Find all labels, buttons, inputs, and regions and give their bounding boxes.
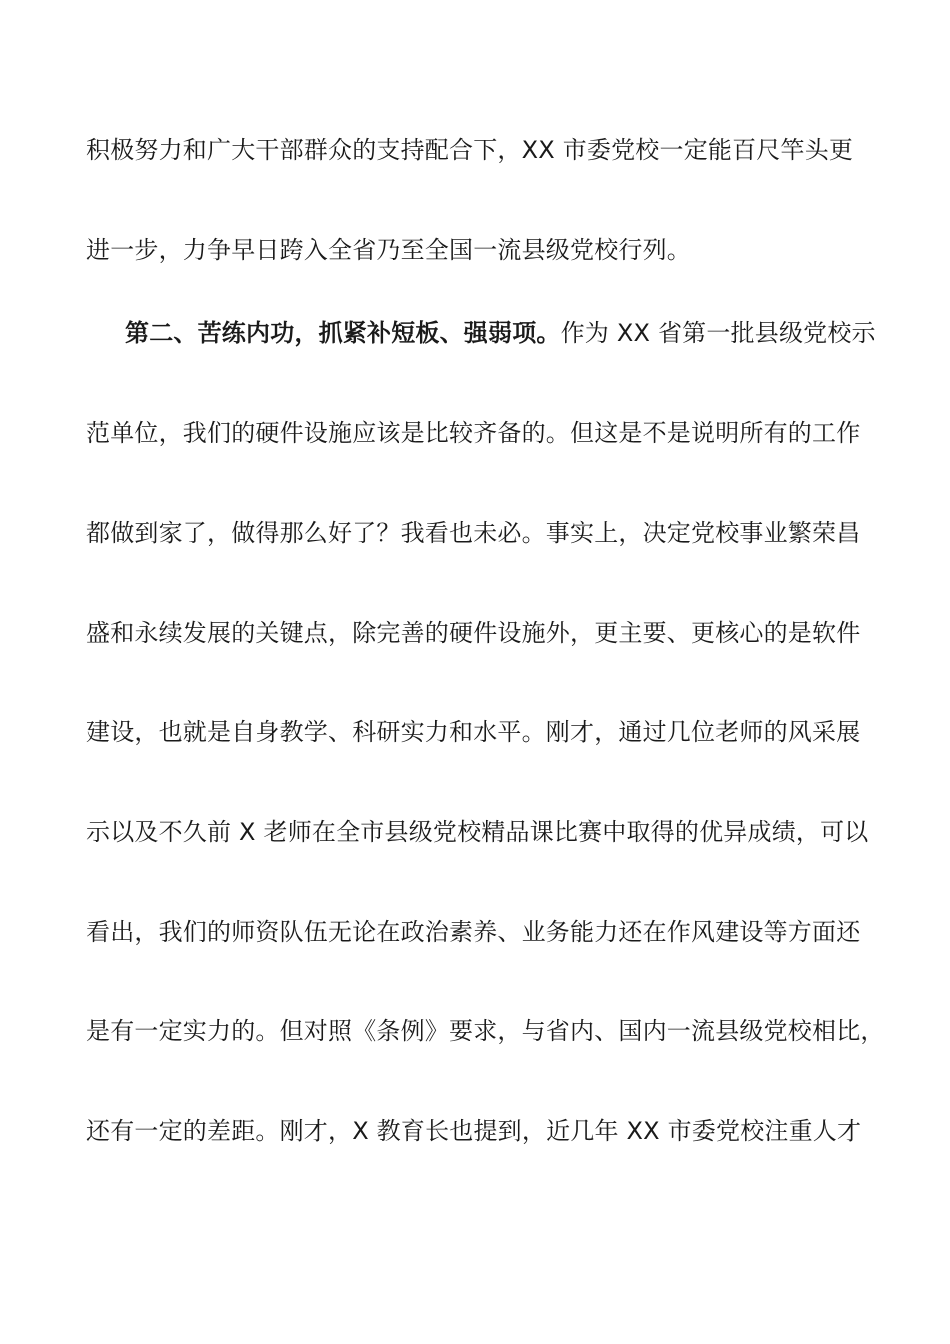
text-line-5: 都做到家了，做得那么好了？我看也未必。事实上，决定党校事业繁荣昌 [86,519,861,547]
paragraph-two-first-line [125,318,915,348]
text-line-8: 示以及不久前 X 老师在全市县级党校精品课比赛中取得的优异成绩，可以 [86,818,869,846]
text-line-10: 是有一定实力的。但对照《条例》要求，与省内、国内一流县级党校相比， [86,1017,885,1045]
text-line-1: 积极努力和广大干部群众的支持配合下，XX 市委党校一定能百尺竿头更 [86,136,854,164]
paragraph-text: 作为 XX 省第一批县级党校示 [560,319,876,347]
paragraph-heading: 第二、苦练内功，抓紧补短板、强弱项。 [125,319,561,347]
text-line-9: 看出，我们的师资队伍无论在政治素养、业务能力还在作风建设等方面还 [86,918,861,946]
text-line-4: 范单位，我们的硬件设施应该是比较齐备的。但这是不是说明所有的工作 [86,419,861,447]
text-line-6: 盛和永续发展的关键点，除完善的硬件设施外，更主要、更核心的是软件 [86,619,861,647]
text-line-7: 建设，也就是自身教学、科研实力和水平。刚才，通过几位老师的风采展 [86,718,861,746]
text-line-2: 进一步，力争早日跨入全省乃至全国一流县级党校行列。 [86,236,691,264]
text-line-11: 还有一定的差距。刚才，X 教育长也提到，近几年 XX 市委党校注重人才 [86,1117,862,1145]
